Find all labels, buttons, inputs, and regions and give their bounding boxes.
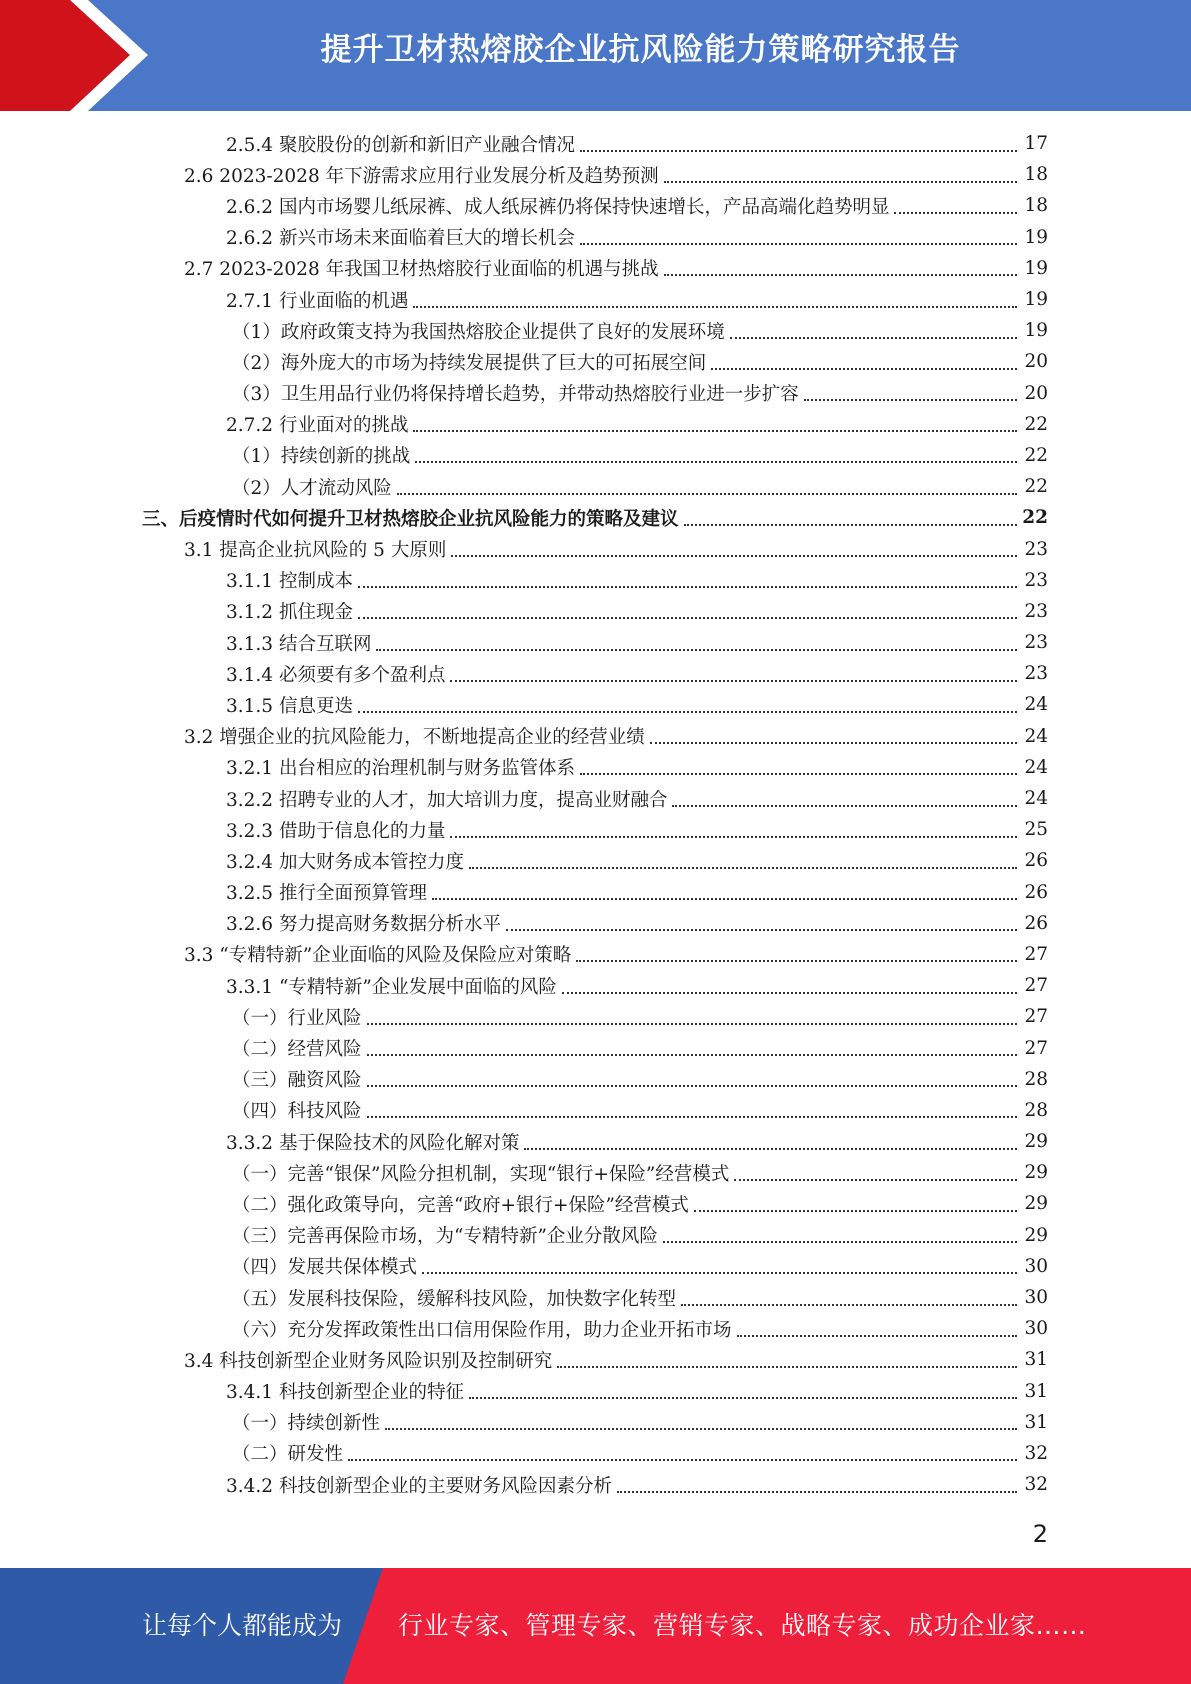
toc-dot-leader	[415, 461, 1017, 463]
toc-entry-title: （二）强化政策导向，完善“政府+银行+保险”经营模式	[232, 1194, 689, 1216]
toc-entry-page: 24	[1024, 694, 1048, 716]
toc-entry-page: 32	[1024, 1442, 1048, 1464]
toc-entry-page: 29	[1024, 1193, 1048, 1215]
toc-entry-page: 30	[1024, 1255, 1048, 1277]
toc-entry-page: 18	[1024, 195, 1048, 217]
toc-dot-leader	[385, 1428, 1017, 1430]
table-of-contents	[0, 128, 1191, 1500]
toc-entry[interactable]	[0, 378, 1191, 409]
toc-dot-leader	[367, 1116, 1017, 1118]
toc-entry-title: （六）充分发挥政策性出口信用保险作用，助力企业开拓市场	[232, 1319, 732, 1341]
toc-dot-leader	[804, 399, 1017, 401]
toc-dot-leader	[469, 1397, 1017, 1399]
toc-entry-page: 23	[1024, 600, 1048, 622]
report-title: 提升卫材热熔胶企业抗风险能力策略研究报告	[320, 32, 961, 68]
toc-entry-title: （五）发展科技保险，缓解科技风险，加快数字化转型	[232, 1288, 677, 1310]
toc-entry-page: 29	[1024, 1162, 1048, 1184]
toc-entry-page: 29	[1024, 1224, 1048, 1246]
toc-dot-leader	[422, 1272, 1017, 1274]
toc-dot-leader	[358, 586, 1017, 588]
toc-entry[interactable]	[0, 845, 1191, 876]
toc-dot-leader	[617, 1491, 1017, 1493]
toc-dot-leader	[576, 960, 1017, 962]
toc-entry[interactable]	[0, 1376, 1191, 1407]
toc-dot-leader	[348, 1459, 1017, 1461]
toc-entry-page: 27	[1024, 1037, 1048, 1059]
toc-entry[interactable]	[0, 346, 1191, 377]
toc-entry[interactable]	[0, 471, 1191, 502]
toc-entry-title: 3.2.3 借助于信息化的力量	[226, 820, 446, 842]
toc-dot-leader	[580, 243, 1017, 245]
toc-entry[interactable]	[0, 502, 1191, 533]
toc-entry-title: （二）研发性	[232, 1444, 344, 1466]
toc-entry-page: 31	[1024, 1380, 1048, 1402]
toc-entry-title: （1）政府政策支持为我国热熔胶企业提供了良好的发展环境	[232, 321, 725, 343]
toc-entry-title: （1）持续创新的挑战	[232, 446, 411, 468]
toc-entry-page: 19	[1024, 226, 1048, 248]
toc-entry[interactable]	[0, 315, 1191, 346]
toc-entry-title: 2.7.1 行业面临的机遇	[226, 290, 409, 312]
toc-dot-leader	[562, 992, 1017, 994]
toc-entry-title: 3.1.4 必须要有多个盈利点	[226, 664, 446, 686]
toc-entry-page: 31	[1024, 1349, 1048, 1371]
toc-entry[interactable]	[0, 1469, 1191, 1500]
toc-entry[interactable]	[0, 1220, 1191, 1251]
toc-dot-leader	[367, 1054, 1017, 1056]
toc-entry-page: 20	[1024, 351, 1048, 373]
toc-dot-leader	[367, 1085, 1017, 1087]
toc-entry-title: 2.6.2 国内市场婴儿纸尿裤、成人纸尿裤仍将保持快速增长，产品高端化趋势明显	[226, 196, 890, 218]
toc-entry-page: 17	[1024, 133, 1048, 155]
toc-dot-leader	[358, 711, 1017, 713]
toc-entry[interactable]	[0, 939, 1191, 970]
toc-entry-page: 19	[1024, 257, 1048, 279]
toc-dot-leader	[524, 1148, 1017, 1150]
toc-entry-title: （四）发展共保体模式	[232, 1257, 418, 1279]
toc-entry[interactable]	[0, 1064, 1191, 1095]
toc-entry[interactable]	[0, 970, 1191, 1001]
toc-entry-page: 22	[1024, 413, 1048, 435]
toc-entry-page: 25	[1024, 819, 1048, 841]
toc-dot-leader	[367, 1023, 1017, 1025]
toc-entry[interactable]	[0, 1001, 1191, 1032]
toc-entry-page: 20	[1024, 382, 1048, 404]
toc-entry-title: 3.2.4 加大财务成本管控力度	[226, 851, 464, 873]
toc-entry-title: （二）经营风险	[232, 1039, 362, 1061]
toc-dot-leader	[894, 212, 1017, 214]
toc-dot-leader	[506, 929, 1017, 931]
toc-entry[interactable]	[0, 565, 1191, 596]
toc-dot-leader	[650, 742, 1017, 744]
toc-dot-leader	[694, 1210, 1017, 1212]
toc-entry[interactable]	[0, 284, 1191, 315]
toc-entry[interactable]	[0, 1313, 1191, 1344]
toc-dot-leader	[358, 617, 1017, 619]
page-number: 2	[1032, 1520, 1048, 1548]
toc-entry-page: 23	[1024, 538, 1048, 560]
toc-entry-title: 3.1.1 控制成本	[226, 571, 353, 593]
toc-dot-leader	[711, 368, 1017, 370]
toc-entry[interactable]	[0, 814, 1191, 845]
toc-entry-page: 28	[1024, 1099, 1048, 1121]
toc-entry[interactable]	[0, 721, 1191, 752]
toc-entry[interactable]	[0, 1188, 1191, 1219]
toc-entry[interactable]	[0, 877, 1191, 908]
toc-entry-title: （四）科技风险	[232, 1101, 362, 1123]
toc-entry-page: 19	[1024, 320, 1048, 342]
toc-dot-leader	[664, 274, 1017, 276]
toc-entry[interactable]	[0, 1282, 1191, 1313]
toc-entry-title: 3.1.3 结合互联网	[226, 633, 372, 655]
toc-entry-title: 三、后疫情时代如何提升卫材热熔胶企业抗风险能力的策略及建议	[142, 508, 679, 530]
toc-entry-title: 3.2.6 努力提高财务数据分析水平	[226, 914, 501, 936]
toc-entry-title: 3.3 “专精特新”企业面临的风险及保险应对策略	[184, 945, 572, 967]
toc-entry-title: 2.6 2023-2028 年下游需求应用行业发展分析及趋势预测	[184, 165, 659, 187]
toc-entry-page: 27	[1024, 975, 1048, 997]
toc-entry[interactable]	[0, 1438, 1191, 1469]
toc-entry-page: 31	[1024, 1411, 1048, 1433]
toc-entry[interactable]	[0, 689, 1191, 720]
toc-entry-title: （一）持续创新性	[232, 1413, 381, 1435]
toc-entry-title: （一）完善“银保”风险分担机制，实现“银行+保险”经营模式	[232, 1163, 730, 1185]
toc-entry-page: 19	[1024, 289, 1048, 311]
toc-entry-title: 2.6.2 新兴市场未来面临着巨大的增长机会	[226, 228, 575, 250]
toc-entry-title: 2.7 2023-2028 年我国卫材热熔胶行业面临的机遇与挑战	[184, 259, 659, 281]
toc-entry-title: 3.2.5 推行全面预算管理	[226, 883, 427, 905]
toc-entry-title: 3.3.2 基于保险技术的风险化解对策	[226, 1132, 520, 1154]
toc-entry[interactable]	[0, 159, 1191, 190]
toc-dot-leader	[469, 867, 1017, 869]
toc-entry[interactable]	[0, 128, 1191, 159]
toc-dot-leader	[557, 1366, 1017, 1368]
toc-entry-page: 23	[1024, 663, 1048, 685]
toc-entry-title: 3.1.2 抓住现金	[226, 602, 353, 624]
toc-entry-title: 3.2.1 出台相应的治理机制与财务监管体系	[226, 758, 575, 780]
toc-entry-page: 26	[1024, 850, 1048, 872]
page-header	[0, 0, 1191, 111]
toc-dot-leader	[413, 306, 1017, 308]
toc-entry-page: 22	[1024, 444, 1048, 466]
toc-entry-page: 29	[1024, 1131, 1048, 1153]
toc-dot-leader	[413, 430, 1017, 432]
toc-dot-leader	[432, 898, 1017, 900]
toc-dot-leader	[663, 1241, 1017, 1243]
footer-slogan-left: 让每个人都能成为	[142, 1611, 343, 1640]
toc-entry-page: 23	[1024, 632, 1048, 654]
toc-entry[interactable]	[0, 1032, 1191, 1063]
toc-dot-leader	[451, 555, 1017, 557]
toc-entry[interactable]	[0, 409, 1191, 440]
toc-dot-leader	[737, 1335, 1017, 1337]
toc-entry-page: 24	[1024, 756, 1048, 778]
toc-entry[interactable]	[0, 440, 1191, 471]
toc-entry[interactable]	[0, 752, 1191, 783]
toc-dot-leader	[450, 680, 1017, 682]
toc-entry[interactable]	[0, 627, 1191, 658]
toc-entry-title: （三）融资风险	[232, 1070, 362, 1092]
toc-dot-leader	[672, 805, 1017, 807]
toc-entry-page: 30	[1024, 1287, 1048, 1309]
toc-entry[interactable]	[0, 222, 1191, 253]
toc-entry-page: 22	[1024, 476, 1048, 498]
toc-entry-title: （2）海外庞大的市场为持续发展提供了巨大的可拓展空间	[232, 352, 707, 374]
toc-dot-leader	[450, 836, 1017, 838]
toc-entry-page: 24	[1024, 788, 1048, 810]
page-footer	[0, 1568, 1191, 1684]
footer-slogan-right: 行业专家、管理专家、营销专家、战略专家、成功企业家……	[398, 1611, 1087, 1640]
toc-entry-page: 30	[1024, 1318, 1048, 1340]
toc-dot-leader	[730, 337, 1017, 339]
toc-entry[interactable]	[0, 1157, 1191, 1188]
toc-entry-page: 32	[1024, 1474, 1048, 1496]
toc-entry[interactable]	[0, 190, 1191, 221]
toc-dot-leader	[580, 773, 1017, 775]
toc-entry-title: 3.4.1 科技创新型企业的特征	[226, 1382, 464, 1404]
toc-entry-title: （3）卫生用品行业仍将保持增长趋势，并带动热熔胶行业进一步扩容	[232, 384, 799, 406]
toc-entry-page: 18	[1024, 164, 1048, 186]
toc-entry-page: 26	[1024, 881, 1048, 903]
toc-entry-page: 27	[1024, 943, 1048, 965]
toc-entry[interactable]	[0, 1095, 1191, 1126]
toc-entry-page: 22	[1022, 507, 1048, 529]
toc-entry[interactable]	[0, 596, 1191, 627]
toc-dot-leader	[734, 1179, 1017, 1181]
toc-entry-title: 3.2.2 招聘专业的人才，加大培训力度，提高业财融合	[226, 789, 668, 811]
toc-entry-page: 26	[1024, 912, 1048, 934]
toc-entry-page: 23	[1024, 569, 1048, 591]
toc-entry-title: （2）人才流动风险	[232, 477, 392, 499]
toc-entry-page: 28	[1024, 1068, 1048, 1090]
toc-entry-title: （三）完善再保险市场，为“专精特新”企业分散风险	[232, 1226, 658, 1248]
toc-dot-leader	[681, 1304, 1017, 1306]
toc-entry[interactable]	[0, 783, 1191, 814]
toc-entry-title: 3.4.2 科技创新型企业的主要财务风险因素分析	[226, 1475, 612, 1497]
toc-entry-title: （一）行业风险	[232, 1007, 362, 1029]
toc-dot-leader	[580, 150, 1017, 152]
toc-entry-page: 27	[1024, 1006, 1048, 1028]
toc-entry[interactable]	[0, 1251, 1191, 1282]
toc-dot-leader	[376, 649, 1017, 651]
toc-entry-title: 3.1 提高企业抗风险的 5 大原则	[184, 540, 447, 562]
toc-entry-title: 3.3.1 “专精特新”企业发展中面临的风险	[226, 976, 557, 998]
toc-entry-title: 3.4 科技创新型企业财务风险识别及控制研究	[184, 1350, 553, 1372]
toc-entry[interactable]	[0, 658, 1191, 689]
toc-dot-leader	[684, 524, 1017, 526]
toc-entry-page: 24	[1024, 725, 1048, 747]
toc-dot-leader	[397, 493, 1017, 495]
toc-entry[interactable]	[0, 1344, 1191, 1375]
toc-entry-title: 3.1.5 信息更迭	[226, 695, 353, 717]
toc-entry[interactable]	[0, 1407, 1191, 1438]
toc-entry-title: 2.5.4 聚胶股份的创新和新旧产业融合情况	[226, 134, 575, 156]
toc-entry[interactable]	[0, 253, 1191, 284]
toc-dot-leader	[664, 181, 1017, 183]
toc-entry[interactable]	[0, 1126, 1191, 1157]
toc-entry[interactable]	[0, 908, 1191, 939]
toc-entry-title: 2.7.2 行业面对的挑战	[226, 415, 409, 437]
toc-entry-title: 3.2 增强企业的抗风险能力，不断地提高企业的经营业绩	[184, 727, 645, 749]
toc-entry[interactable]	[0, 533, 1191, 564]
